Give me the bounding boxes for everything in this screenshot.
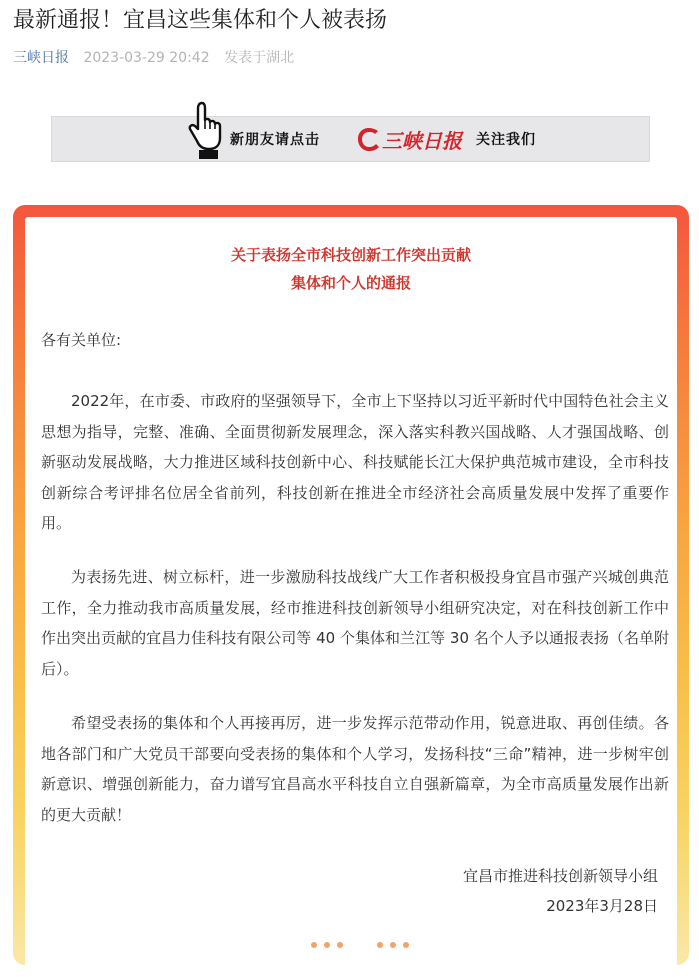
article-meta	[13, 48, 294, 68]
article-title: 最新通报！宜昌这些集体和个人被表扬	[13, 8, 388, 33]
follow-banner[interactable]	[51, 116, 650, 162]
decor-dot	[390, 942, 396, 948]
banner-logo: 三峡日报	[382, 129, 462, 153]
decor-dot	[324, 942, 330, 948]
decor-dot	[337, 942, 343, 948]
logo-mark-icon	[355, 125, 381, 153]
signature-date: 2023年3月28日	[546, 897, 658, 915]
decor-dot	[377, 942, 383, 948]
decor-dot	[403, 942, 409, 948]
notice-paragraph-2: 为表扬先进、树立标杆，进一步激励科技战线广大工作者积极投身宜昌市强产兴城创典范工作，全力推动我市高质量发展，经市推进科技创新领导小组研究决定，对在科技创新工作中作出突出贡献的宜昌力佳科技有限公司等 40 个集体和兰江等 30 名个人予以通报表扬（名单附后）。	[41, 568, 669, 678]
decor-dots-right	[377, 942, 416, 948]
banner-text-right: 关注我们	[476, 132, 536, 148]
pointing-hand-icon	[182, 99, 226, 161]
notice-heading-line1: 关于表扬全市科技创新工作突出贡献	[230, 246, 471, 264]
decor-dot	[311, 942, 317, 948]
notice-card	[25, 217, 677, 977]
decor-dots-left	[311, 942, 350, 948]
article-source[interactable]: 三峡日报	[13, 50, 69, 66]
article-location: 发表于湖北	[224, 50, 295, 66]
notice-paragraph-1: 2022年，在市委、市政府的坚强领导下，全市上下坚持以习近平新时代中国特色社会主义思想为指导，完整、准确、全面贯彻新发展理念，深入落实科教兴国战略、人才强国战略、创新驱动发展战略，大力推进区域科技创新中心、科技赋能长江大保护典范城市建设，全市科技创新综合考评排名位居全省前列，科技创新在推进全市经济社会高质量发展中发挥了重要作用。	[41, 392, 669, 533]
notice-frame	[13, 205, 689, 965]
banner-text-left: 新朋友请点击	[230, 132, 320, 148]
notice-salutation: 各有关单位:	[41, 331, 122, 349]
signature-org: 宜昌市推进科技创新领导小组	[462, 867, 658, 885]
article-time: 2023-03-29 20:42	[83, 50, 210, 66]
notice-paragraph-3: 希望受表扬的集体和个人再接再厉，进一步发挥示范带动作用，锐意进取、再创佳绩。各地各部门和广大党员干部要向受表扬的集体和个人学习，发扬科技“三命”精神，进一步树牢创新意识、增强创新能力，奋力谱写宜昌高水平科技自立自强新篇章，为全市高质量发展作出新的更大贡献！	[41, 714, 669, 824]
notice-heading-line2: 集体和个人的通报	[290, 274, 411, 292]
